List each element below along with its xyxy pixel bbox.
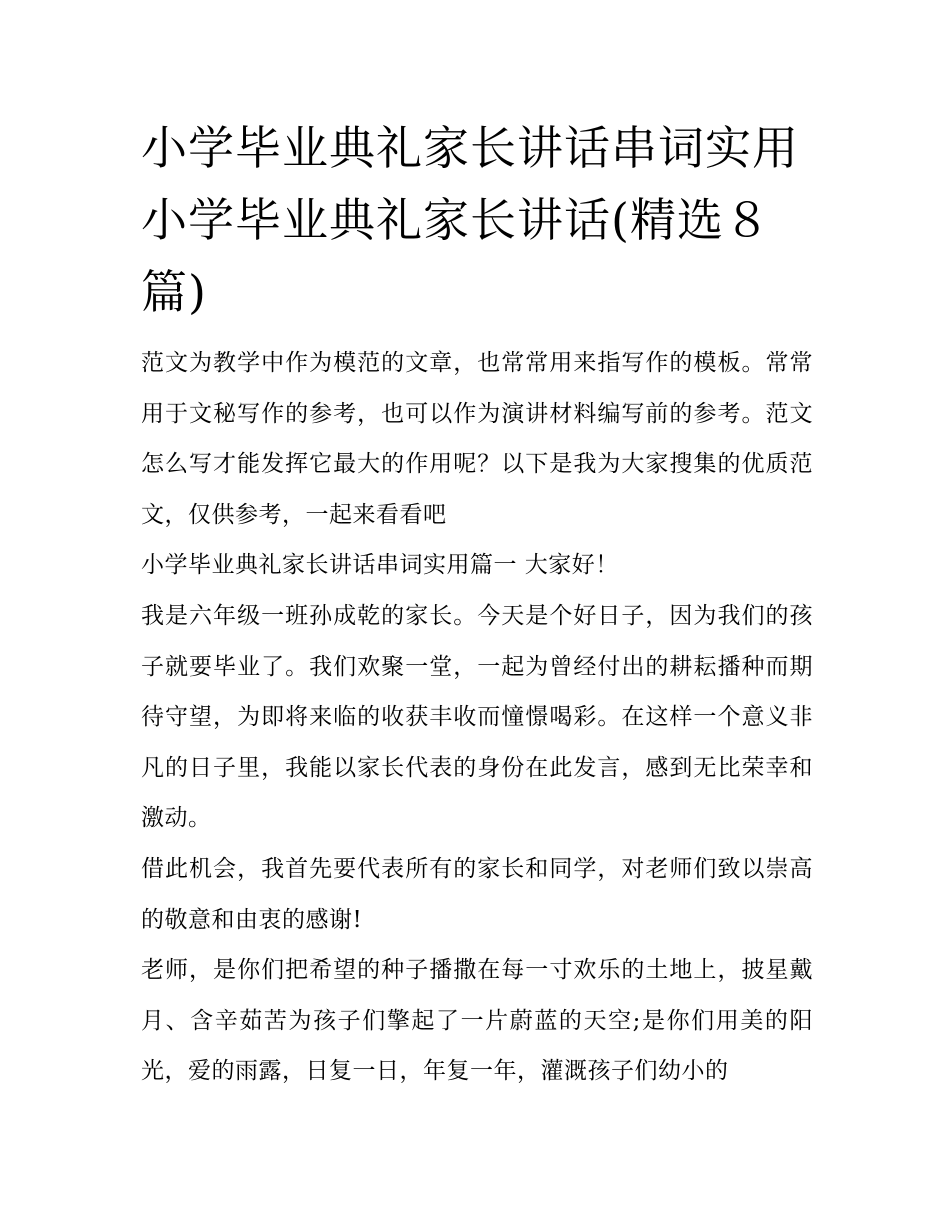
body-paragraph: 我是六年级一班孙成乾的家长。今天是个好日子，因为我们的孩子就要毕业了。我们欢聚一堂，一起为曾经付出的耕耘播种而期待守望，为即将来临的收获丰收而憧憬喝彩。在这样一个意义非凡的日子里，我能以家长代表的身份在此发言，感到无比荣幸和激动。 <box>141 602 813 832</box>
body-paragraph: 老师，是你们把希望的种子播撒在每一寸欢乐的土地上，披星戴月、含辛茹苦为孩子们擎起了一片蔚蓝的天空;是你们用美的阳光，爱的雨露，日复一日，年复一年，灌溉孩子们幼小的 <box>141 957 813 1085</box>
body-paragraph: 借此机会，我首先要代表所有的家长和同学，对老师们致以崇高的敬意和由衷的感谢! <box>141 855 813 933</box>
document-body <box>141 338 813 1097</box>
intro-paragraph: 范文为教学中作为模范的文章，也常常用来指写作的模板。常常用于文秘写作的参考，也可以作为演讲材料编写前的参考。范文怎么写才能发挥它最大的作用呢？以下是我为大家搜集的优质范文，仅供参考，一起来看看吧 <box>141 350 813 528</box>
section-heading-paragraph: 小学毕业典礼家长讲话串词实用篇一 大家好！ <box>141 552 619 579</box>
document-title: 小学毕业典礼家长讲话串词实用 小学毕业典礼家长讲话(精选８篇) <box>141 121 799 319</box>
document-page <box>141 112 813 1097</box>
